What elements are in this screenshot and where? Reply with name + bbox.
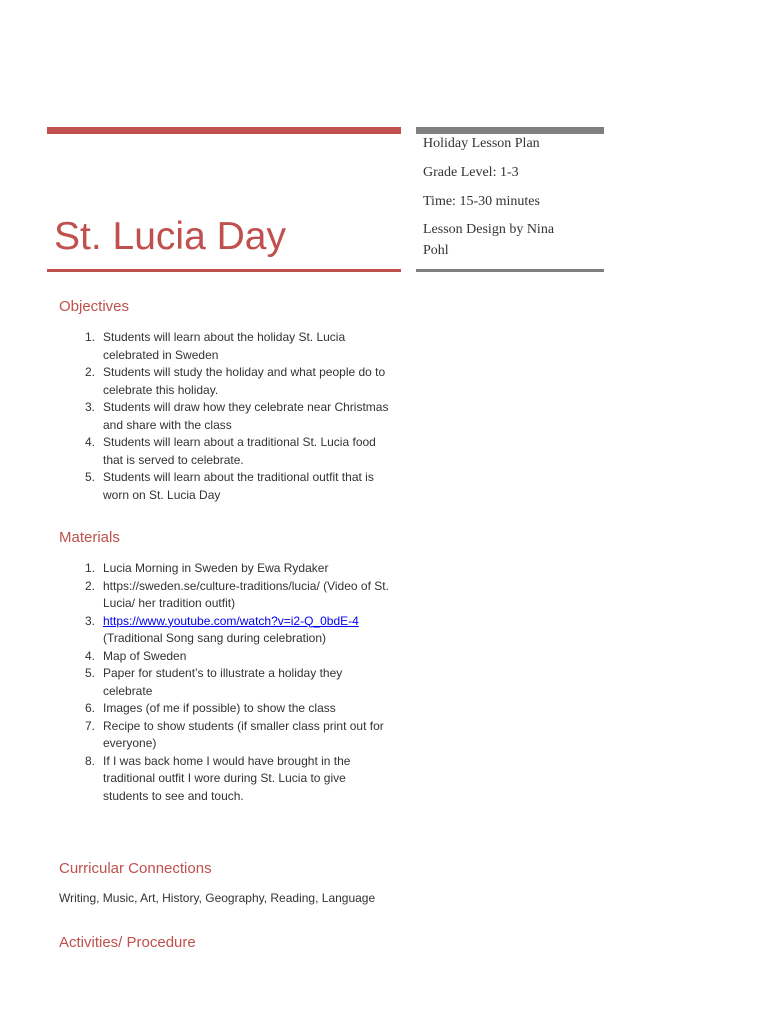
list-number: 5. <box>84 470 95 484</box>
list-text: Students will learn about the holiday St. Lucia celebrated in Sweden <box>103 330 346 362</box>
list-item <box>59 578 389 613</box>
list-number: 5. <box>84 666 95 680</box>
lesson-designer: Lesson Design by Nina Pohl <box>423 222 555 258</box>
materials-list <box>59 560 389 805</box>
list-text: Students will learn about a traditional St. Lucia food that is served to celebrate. <box>103 435 376 467</box>
curricular-subjects: Writing, Music, Art, History, Geography, Reading, Language <box>59 891 376 905</box>
list-item <box>59 364 389 399</box>
list-text: Paper for student’s to illustrate a holiday they celebrate <box>103 666 343 698</box>
curricular-heading: Curricular Connections <box>59 860 212 877</box>
objectives-list <box>59 329 389 504</box>
list-item <box>59 613 389 648</box>
youtube-song-link[interactable]: https://www.youtube.com/watch?v=i2-Q_0bdE-4 <box>103 613 359 628</box>
list-item <box>59 753 389 806</box>
objectives-heading: Objectives <box>59 298 130 315</box>
list-number: 3. <box>84 400 95 414</box>
list-item <box>59 399 389 434</box>
list-text: Recipe to show students (if smaller class print out for everyone) <box>103 718 384 750</box>
list-text: Students will learn about the traditional outfit that is worn on St. Lucia Day <box>103 470 374 502</box>
list-text: If I was back home I would have brought in the traditional outfit I wore during St. Lucia to give students to see and touch. <box>103 753 351 803</box>
list-number: 8. <box>84 753 95 768</box>
list-item <box>59 329 389 364</box>
list-text: Students will draw how they celebrate near Christmas and share with the class <box>103 400 389 432</box>
list-number: 4. <box>84 435 95 449</box>
grade-level: Grade Level: 1-3 <box>423 165 519 180</box>
plan-type: Holiday Lesson Plan <box>423 136 540 151</box>
list-item <box>59 700 389 718</box>
list-text: Students will study the holiday and what people do to celebrate this holiday. <box>103 365 386 397</box>
document-title: St. Lucia Day <box>54 215 286 258</box>
list-number: 6. <box>84 701 95 715</box>
list-number: 7. <box>84 718 95 733</box>
list-number: 2. <box>84 578 95 593</box>
materials-heading: Materials <box>59 529 120 546</box>
list-text: Lucia Morning in Sweden by Ewa Rydaker <box>103 561 329 575</box>
list-item <box>59 648 389 666</box>
list-number: 2. <box>84 365 95 379</box>
title-top-rule <box>47 127 401 134</box>
list-number: 4. <box>84 648 95 663</box>
activities-heading: Activities/ Procedure <box>59 934 196 951</box>
list-item <box>59 469 389 504</box>
lesson-time: Time: 15-30 minutes <box>423 194 540 209</box>
list-number: 3. <box>84 613 95 628</box>
sidebar-bottom-rule <box>416 269 604 272</box>
list-number: 1. <box>84 330 95 344</box>
list-item <box>59 560 389 578</box>
list-text: https://sweden.se/culture-traditions/lucia/ (Video of St. Lucia/ her tradition outfit) <box>103 578 389 610</box>
list-text-with-link <box>103 613 389 648</box>
list-text: Images (of me if possible) to show the class <box>103 701 336 715</box>
list-item <box>59 718 389 753</box>
list-text: Map of Sweden <box>103 648 187 663</box>
list-item <box>59 434 389 469</box>
list-number: 1. <box>84 561 95 575</box>
link-description: (Traditional Song sang during celebration) <box>103 631 327 645</box>
list-item <box>59 665 389 700</box>
title-bottom-rule <box>47 269 401 272</box>
